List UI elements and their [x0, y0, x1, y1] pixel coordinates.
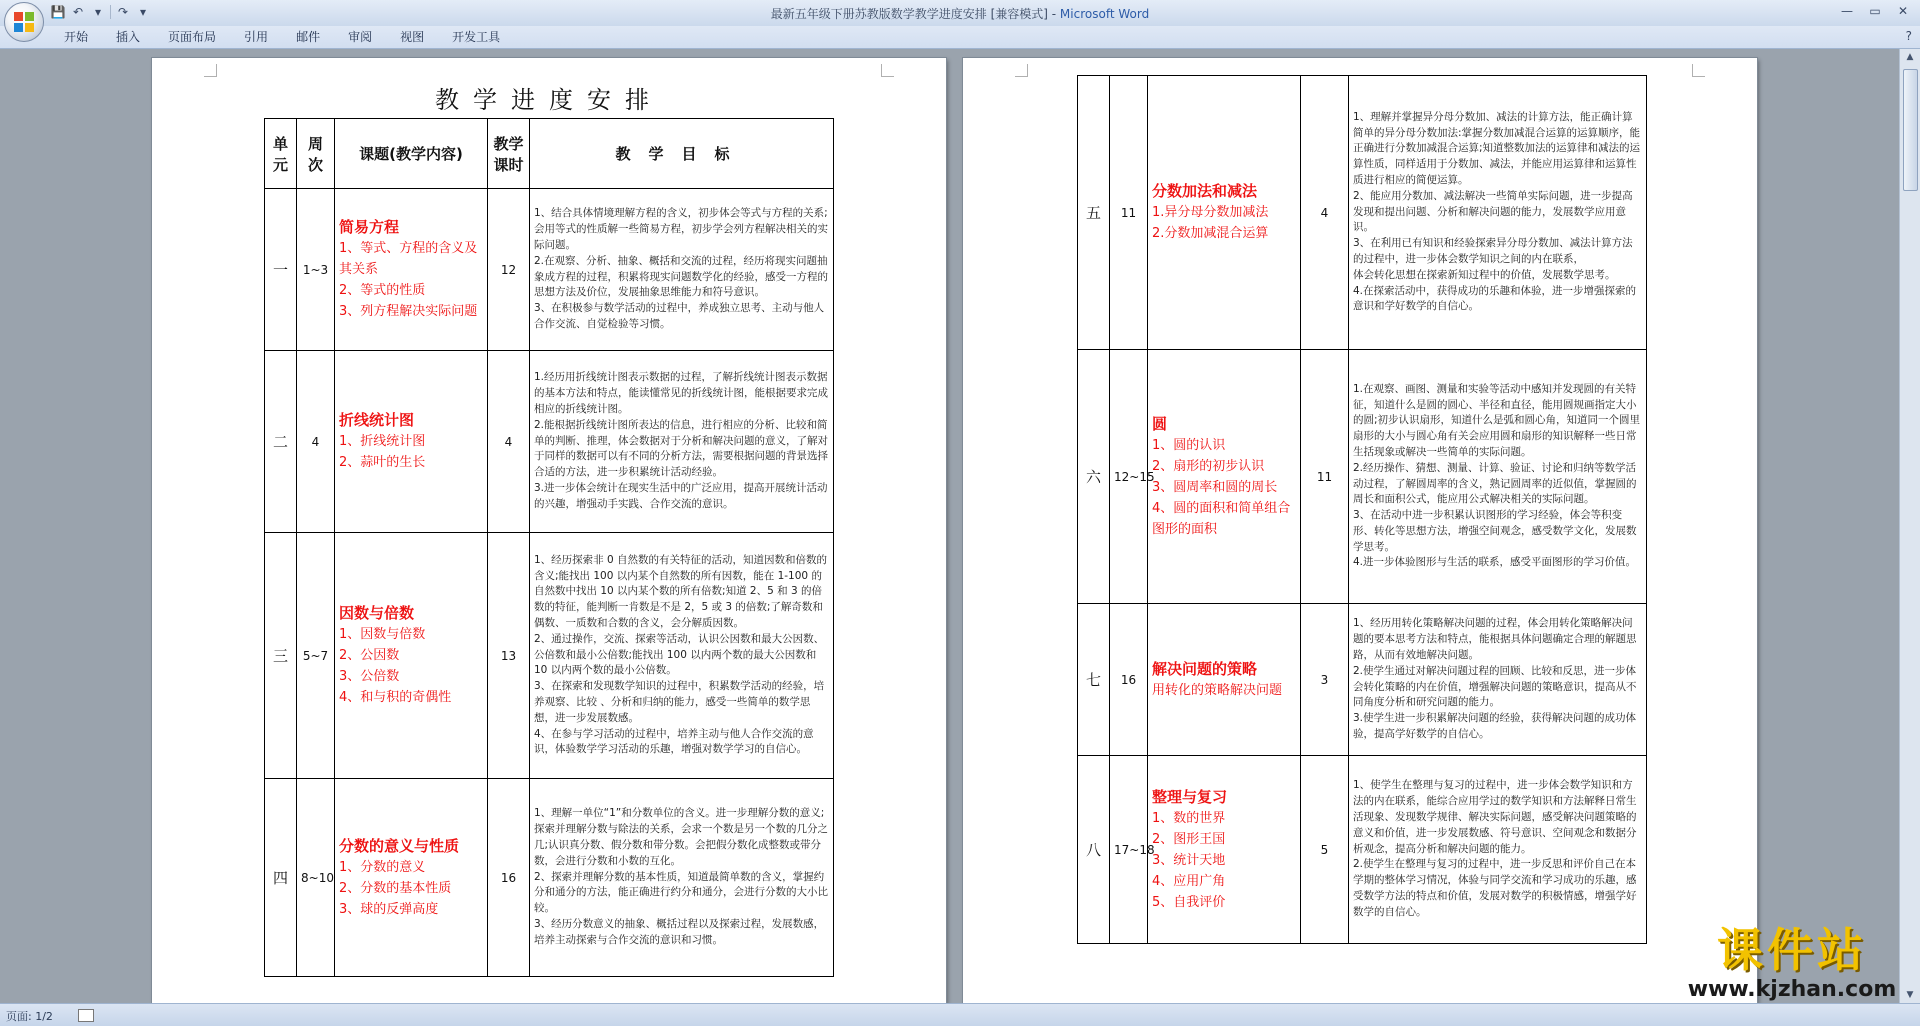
language-icon[interactable]: [78, 1009, 94, 1022]
topic-cell: [335, 779, 488, 977]
scroll-thumb[interactable]: [1903, 69, 1918, 191]
ribbon-tabs: [50, 26, 514, 48]
goal-paragraph: 2、通过操作，交流、探索等活动，认识公因数和最大公因数、公倍数和最小公倍数;能找出 100 以内两个数的最大公因数和 10 以内两个数的最小公倍数。: [534, 632, 825, 677]
goal-paragraph: 1、经历探索非 0 自然数的有关特征的活动，知道因数和倍数的含义;能找出 100 以内某个自然数的所有因数，能在 1-100 的自然数中找出 10 以内某个数的所有倍数;知道 2、5 和 3 的倍数的特征，能判断一肯数是不是 2，5 或 3 的倍数;了解奇数和偶数、一质数和合数的含义，会分解质因数。: [534, 553, 828, 629]
hours-cell: 4: [488, 351, 530, 533]
topic-item: 3、圆周率和圆的周长: [1152, 479, 1278, 495]
week-cell: 4: [297, 351, 335, 533]
goal-paragraph: 1、结合具体情境理解方程的含义，初步体会等式与方程的关系;会用等式的性质解一些简易方程，初步学会列方程解决相关的实际问题。: [534, 207, 828, 251]
hours-cell: 5: [1301, 756, 1349, 944]
header-unit: 单元: [265, 119, 297, 189]
goal-paragraph: 4、在参与学习活动的过程中，培养主动与他人合作交流的意识，体验数学学习活动的乐趣，增强对数学学习的自信心。: [534, 727, 814, 756]
topic-title: 因数与倍数: [339, 604, 415, 622]
watermark: [1672, 922, 1912, 1004]
topic-title: 圆: [1152, 414, 1168, 433]
hours-cell: 16: [488, 779, 530, 977]
header-topic: 课题(教学内容): [335, 119, 488, 189]
topic-item: 用转化的策略解决问题: [1152, 682, 1283, 698]
crop-mark: [1692, 64, 1705, 77]
topic-title: 整理与复习: [1152, 787, 1228, 806]
goal-paragraph: 1、理解并掌握异分母分数加、减法的计算方法，能正确计算简单的异分母分数加法:掌握分数加减混合运算的运算顺序，能正确进行分数加减混合运算;知道整数加法的运算律和减法的运算性质，同样适用于分数加、减法，并能应用运算律和运算性质进行相应的简便运算。: [1353, 110, 1641, 186]
app-name: Microsoft Word: [1059, 7, 1150, 21]
table-row: [265, 351, 834, 533]
goal-paragraph: 4.在探索活动中，获得成功的乐趣和体验，进一步增强探索的意识和学好数学的自信心。: [1353, 284, 1637, 313]
hours-cell: 11: [1301, 350, 1349, 604]
goal-paragraph: 体会转化思想在探索新知过程中的价值，发展数学思考。: [1353, 268, 1616, 281]
document-name: 最新五年级下册苏教版数学教学进度安排 [兼容模式] -: [770, 7, 1060, 21]
goals-cell: [530, 533, 834, 779]
scroll-down-icon[interactable]: ▼: [1906, 990, 1914, 1000]
topic-item: 3、统计天地: [1152, 852, 1226, 868]
topic-item: 2、等式的性质: [339, 283, 426, 298]
help-icon[interactable]: ?: [1905, 29, 1912, 43]
goals-cell: [530, 779, 834, 977]
topic-item: 2.分数加减混合运算: [1152, 226, 1269, 241]
crop-mark: [881, 64, 894, 77]
tab-2[interactable]: 页面布局: [168, 30, 217, 44]
close-icon[interactable]: ✕: [1897, 4, 1909, 18]
topic-item: 1、分数的意义: [339, 859, 426, 875]
unit-cell: 八: [1078, 756, 1110, 944]
table-row: [265, 533, 834, 779]
topic-cell: [1148, 350, 1301, 604]
topic-item: 1.异分母分数加减法: [1152, 205, 1269, 220]
scroll-up-icon[interactable]: ▲: [1906, 52, 1914, 62]
schedule-table-body: [265, 189, 834, 977]
office-button[interactable]: [4, 2, 44, 42]
vertical-scrollbar[interactable]: [1899, 49, 1920, 1003]
table-row: [1078, 76, 1647, 350]
week-cell: 11: [1110, 76, 1148, 350]
topic-item: 2、公因数: [339, 648, 400, 663]
topic-cell: [335, 189, 488, 351]
topic-title: 折线统计图: [339, 411, 415, 429]
unit-cell: 三: [265, 533, 297, 779]
topic-cell: [1148, 756, 1301, 944]
week-cell: 1~3: [297, 189, 335, 351]
header-hours: 教学课时: [488, 119, 530, 189]
topic-title: 分数的意义与性质: [339, 836, 460, 855]
page-1[interactable]: [152, 58, 946, 1004]
document-title: 教学进度安排: [435, 86, 663, 114]
unit-cell: 七: [1078, 604, 1110, 756]
goals-cell: [530, 351, 834, 533]
topic-item: 1、因数与倍数: [339, 627, 426, 642]
status-bar: [0, 1003, 1920, 1026]
hours-cell: 3: [1301, 604, 1349, 756]
week-cell: 8~10: [297, 779, 335, 977]
table-row: [265, 189, 834, 351]
table-row: [1078, 350, 1647, 604]
topic-item: 3、公倍数: [339, 669, 400, 684]
hours-cell: 12: [488, 189, 530, 351]
goals-cell: [1349, 604, 1647, 756]
topic-item: 1、折线统计图: [339, 434, 426, 449]
topic-item: 2、图形王国: [1152, 831, 1226, 847]
crop-mark: [204, 64, 217, 77]
goal-paragraph: 2.能根据折线统计图所表达的信息，进行相应的分析、比较和简单的判断、推理，体会数据对于分析和解决问题的意义，了解对于同样的数据可以有不同的分析方法，需要根据问题的背景选择合适的方法，进一步积累统计活动经验。: [534, 418, 828, 479]
week-cell: 16: [1110, 604, 1148, 756]
topic-item: 2、分数的基本性质: [339, 880, 452, 896]
goal-paragraph: 1、经历用转化策略解决问题的过程，体会用转化策略解决问题的要本思考方法和特点，能根据具体问题确定合理的解题思路，从而有效地解决问题。: [1353, 617, 1637, 661]
goal-paragraph: 1.在观察、画图、测量和实验等活动中感知并发现圆的有关特征，知道什么是圆的圆心、半径和直径，能用圆规画指定大小的圆;初步认识扇形，知道什么是弧和圆心角，知道同一个圆里扇形的大小与圆心角有关会应用圆和扇形的知识解释一些日常生括现象或解决一些简单的实际问题。: [1353, 382, 1641, 458]
unit-cell: 一: [265, 189, 297, 351]
unit-cell: 六: [1078, 350, 1110, 604]
hours-cell: 4: [1301, 76, 1349, 350]
topic-cell: [1148, 76, 1301, 350]
topic-title: 解决问题的策略: [1152, 659, 1258, 678]
goal-paragraph: 3.使学生进一步积累解决问题的经验，获得解决问题的成功体验，提高学好数学的自信心。: [1353, 712, 1637, 740]
title-bar: [0, 0, 1920, 27]
tab-0[interactable]: 开始: [64, 30, 89, 44]
goal-paragraph: 2.经历操作、猜想、测量、计算、验证、讨论和归纳等数学活动过程，了解圆周率的含义，熟记圆周率的近似值，掌握圆的周长和面积公式，能应用公式解决相关的实际问题。: [1353, 461, 1637, 506]
goal-paragraph: 3、经历分数意义的抽象、概括过程以及探索过程，发展数感，培养主动探索与合作交流的意识和习惯。: [534, 917, 825, 946]
topic-item: 2、扇形的初步认识: [1152, 458, 1265, 474]
week-cell: 12~15: [1110, 350, 1148, 604]
goal-paragraph: 1、理解一单位“1”和分数单位的含义。进一步理解分数的意义;探索并理解分数与除法的关系，会求一个数是另一个数的几分之几;认识真分数、假分数和带分数。会把假分数化成整数或带分数，会进行分数和小数的互化。: [534, 807, 828, 867]
table-row: [265, 779, 834, 977]
ribbon-tab-bar: [0, 26, 1920, 49]
window-title: [0, 5, 1920, 22]
goal-paragraph: 2、能应用分数加、减法解决一些简单实际问题，进一步提高发现和提出问题、分析和解决问题的能力，发展数学应用意识。: [1353, 189, 1633, 234]
topic-title: 分数加法和减法: [1152, 182, 1258, 200]
tab-5[interactable]: 审阅: [348, 30, 373, 44]
goal-paragraph: 2.使学生在整理与复习的过程中，进一步反思和评价自己在本学期的整体学习情况，体验与同学交流和学习成功的乐趣，感受数学方法的特点和价值，发展对数学的积极情感，增强学好数学的自信心。: [1353, 858, 1637, 918]
tab-3[interactable]: 引用: [244, 30, 269, 44]
goal-paragraph: 3、在活动中进一步积累认识图形的学习经验，体会等积变形、转化等思想方法，增强空间观念，感受数学文化，发展数学思考。: [1353, 509, 1637, 553]
week-cell: 17~18: [1110, 756, 1148, 944]
schedule-table-page-2: [1077, 75, 1647, 944]
goal-paragraph: 1.经历用折线统计图表示数据的过程，了解折线统计图表示数据的基本方法和特点，能读懂常见的折线统计图，能根据要求完成相应的折线统计图。: [534, 371, 828, 415]
topic-item: 1、圆的认识: [1152, 437, 1226, 453]
tab-1[interactable]: 插入: [116, 30, 141, 44]
topic-item: 4、应用广角: [1152, 873, 1226, 889]
undo-icon[interactable]: ↶: [72, 5, 84, 19]
topic-item: 3、球的反弹高度: [339, 901, 439, 917]
window-controls: [1834, 2, 1916, 20]
topic-cell: [1148, 604, 1301, 756]
page-2[interactable]: [963, 58, 1757, 1004]
topic-cell: [335, 533, 488, 779]
tab-7[interactable]: 开发工具: [452, 30, 501, 44]
save-icon[interactable]: 💾: [50, 5, 66, 19]
goals-cell: [530, 189, 834, 351]
topic-cell: [335, 351, 488, 533]
maximize-icon[interactable]: ▭: [1869, 4, 1881, 18]
unit-cell: 二: [265, 351, 297, 533]
topic-item: 1、等式、方程的含义及其关系: [339, 241, 478, 277]
page-indicator[interactable]: 页面: 1/2: [6, 1010, 53, 1023]
tab-6[interactable]: 视图: [400, 30, 425, 44]
undo-dropdown-icon[interactable]: ▾: [94, 5, 102, 19]
minimize-icon[interactable]: —: [1841, 4, 1853, 18]
goals-cell: [1349, 350, 1647, 604]
goals-cell: [1349, 76, 1647, 350]
table-row: [1078, 604, 1647, 756]
watermark-text: 课件站: [1717, 923, 1867, 977]
redo-icon[interactable]: ↷: [117, 5, 129, 19]
goal-paragraph: 3、在探索和发现数学知识的过程中，积累数学活动的经验，培养观察、比较 、分析和归纳的能力，感受一些简单的数学思想，进一步发展数感。: [534, 680, 825, 724]
topic-title: 简易方程: [339, 218, 400, 236]
topic-item: 2、蒜叶的生长: [339, 455, 426, 470]
goal-paragraph: 3、在积极参与数学活动的过程中，养成独立思考、主动与他人合作交流、自觉检验等习惯。: [534, 302, 825, 330]
goal-paragraph: 4.进一步体验图形与生活的联系，感受平面图形的学习价值。: [1353, 556, 1637, 569]
customize-qat-icon[interactable]: ▾: [139, 5, 147, 19]
hours-cell: 13: [488, 533, 530, 779]
goal-paragraph: 2、探索并理解分数的基本性质，知道最简单数的含义，掌握约分和通分的方法，能正确进行约分和通分，会进行分数的大小比较。: [534, 870, 828, 915]
schedule-table-page-1: [264, 118, 834, 977]
unit-cell: 四: [265, 779, 297, 977]
tab-4[interactable]: 邮件: [296, 30, 321, 44]
schedule-table-body: [1078, 76, 1647, 944]
goal-paragraph: 3.进一步体会统计在现实生活中的广泛应用，提高开展统计活动的兴趣，增强动手实践、合作交流的意识。: [534, 481, 828, 510]
goals-cell: [1349, 756, 1647, 944]
table-row: [1078, 756, 1647, 944]
week-cell: 5~7: [297, 533, 335, 779]
header-goals: 教学目标: [530, 119, 834, 189]
topic-item: 5、自我评价: [1152, 894, 1226, 910]
goal-paragraph: 2.在观察、分析、抽象、概括和交流的过程，经历将现实问题抽象成方程的过程，积累将现实问题数学化的经验，感受一方程的思想方法及价位，发展抽象思维能力和符号意识。: [534, 254, 828, 299]
goal-paragraph: 2.使学生通过对解决问题过程的回顾、比较和反思，进一步体会转化策略的内在价值，增强解决问题的策略意识，提高从不同角度分析和研究问题的能力。: [1353, 664, 1637, 709]
watermark-url: www.kjzhan.com: [1687, 977, 1897, 1002]
office-logo-icon: [14, 12, 34, 32]
crop-mark: [1015, 64, 1028, 77]
topic-item: 4、和与积的奇偶性: [339, 690, 452, 705]
goal-paragraph: 3、在利用已有知识和经验探索异分母分数加、减法计算方法的过程中，进一步体会数学知识之间的内在联系，: [1353, 237, 1633, 265]
header-week: 周次: [297, 119, 335, 189]
goal-paragraph: 1、使学生在整理与复习的过程中，进一步体会数学知识和方法的内在联系，能综合应用学过的数学知识和方法解释日常生活现象、发现数学规律、解决实际问题，感受解决问题策略的意义和价值，进一步发展数感、符号意识、空间观念和数据分析观念，提高分析和解决问题的能力。: [1353, 779, 1637, 855]
unit-cell: 五: [1078, 76, 1110, 350]
topic-item: 1、数的世界: [1152, 810, 1226, 826]
topic-item: 3、列方程解决实际问题: [339, 304, 478, 319]
topic-item: 4、圆的面积和简单组合图形的面积: [1152, 500, 1291, 537]
